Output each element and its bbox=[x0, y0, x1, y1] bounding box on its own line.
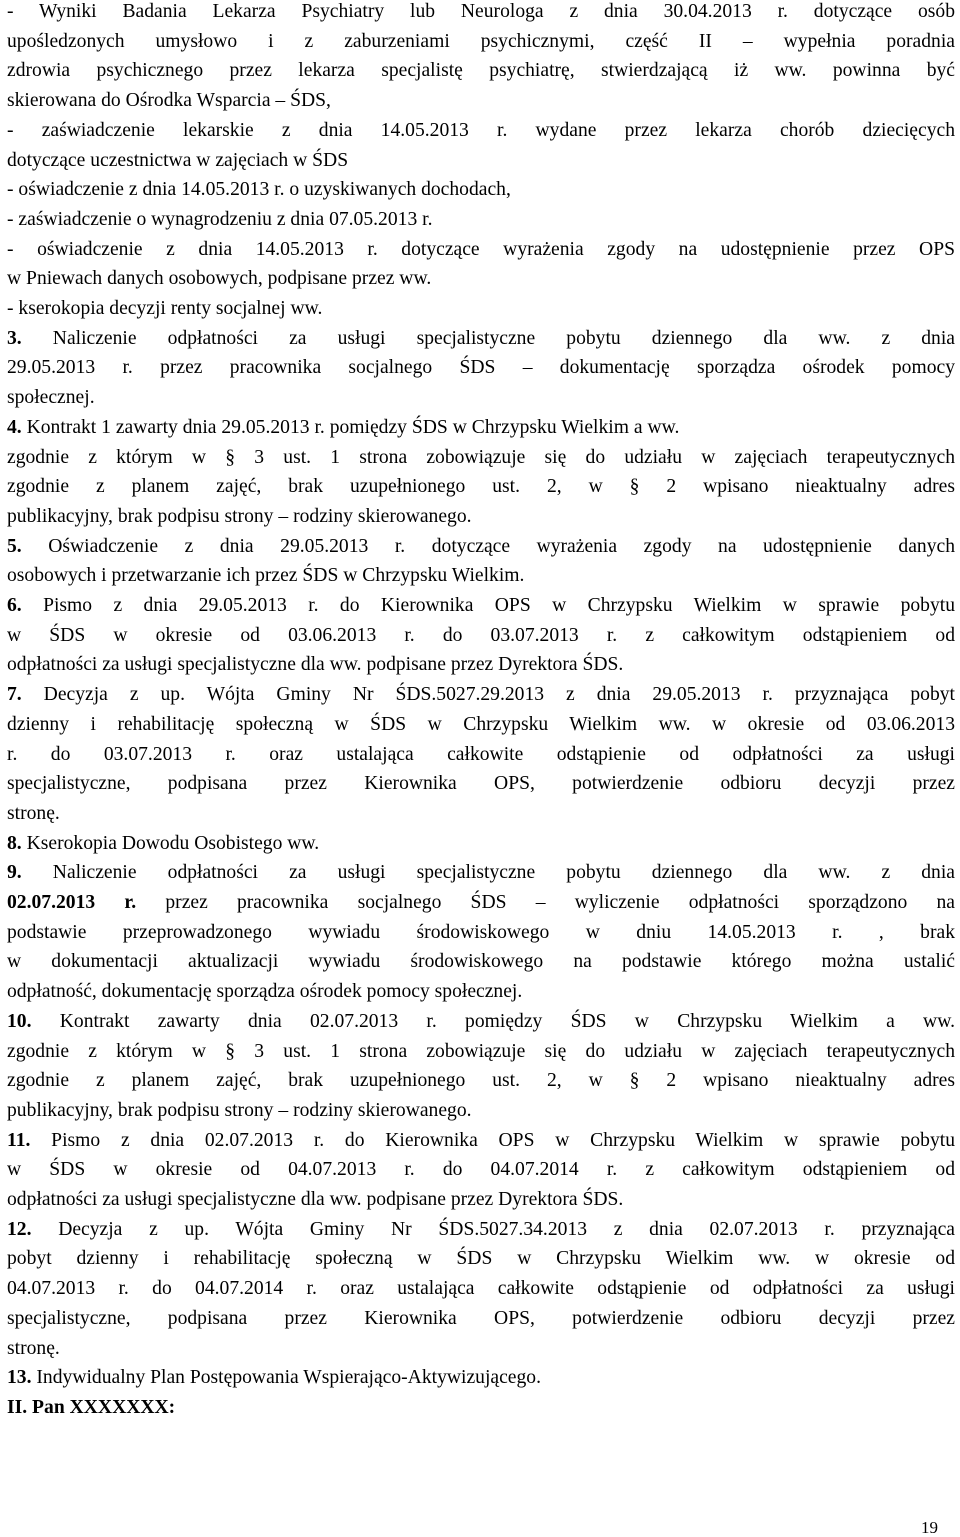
line-text: - zaświadczenie o wynagrodzeniu z dnia 07.05.2013 r. bbox=[7, 208, 433, 230]
text-line bbox=[7, 209, 955, 231]
line-text: Naliczenie odpłatności za usługi specjalistyczne pobytu dziennego dla ww. z dnia bbox=[21, 862, 955, 884]
line-text: zgodnie z planem zajęć, brak uzupełnionego ust. 2, w § 2 wpisano nieaktualny adres bbox=[7, 1070, 955, 1092]
text-line bbox=[7, 150, 955, 172]
page-number: 19 bbox=[921, 1518, 938, 1537]
text-line bbox=[7, 744, 955, 766]
line-text: 29.05.2013 r. przez pracownika socjalnego ŚDS – dokumentację sporządza ośrodek pomocy bbox=[7, 357, 955, 379]
line-text: Pan XXXXXXX: bbox=[27, 1396, 176, 1418]
item-number: 6. bbox=[7, 595, 22, 616]
item-number: 3. bbox=[7, 327, 22, 349]
text-line bbox=[7, 31, 955, 53]
item-number: 5. bbox=[7, 535, 22, 557]
line-text: stronę. bbox=[7, 1337, 60, 1359]
text-line bbox=[7, 922, 955, 944]
text-line bbox=[7, 1248, 955, 1270]
text-line bbox=[7, 90, 955, 112]
text-line bbox=[7, 773, 955, 795]
line-text: Naliczenie odpłatności za usługi specjalistyczne pobytu dziennego dla ww. z dnia bbox=[21, 327, 955, 349]
text-line bbox=[7, 1, 955, 23]
line-text: Pismo z dnia 02.07.2013 r. do Kierownika OPS w Chrzypsku Wielkim w sprawie pobytu bbox=[30, 1129, 955, 1151]
text-line bbox=[7, 833, 955, 855]
text-line bbox=[7, 684, 955, 706]
line-text: specjalistyczne, podpisana przez Kierownika OPS, potwierdzenie odbioru decyzji przez bbox=[7, 773, 955, 795]
line-text: w ŚDS w okresie od 03.06.2013 r. do 03.07.2013 r. z całkowitym odstąpieniem od bbox=[7, 624, 955, 646]
text-line bbox=[7, 1278, 955, 1300]
item-number: 12. bbox=[7, 1218, 32, 1240]
line-text: dzienny i rehabilitację społeczną w ŚDS w Chrzypsku Wielkim ww. w okresie od 03.06.2013 bbox=[7, 713, 955, 735]
line-text: zdrowia psychicznego przez lekarza specjalistę psychiatrę, stwierdzającą iż ww. powinna być bbox=[7, 60, 955, 82]
item-number: 7. bbox=[7, 684, 22, 706]
line-text: Indywidualny Plan Postępowania Wspierająco-Aktywizującego. bbox=[31, 1367, 541, 1389]
text-line bbox=[7, 1159, 955, 1181]
line-text: - kserokopia decyzji renty socjalnej ww. bbox=[7, 298, 323, 319]
text-line bbox=[7, 506, 955, 528]
text-line bbox=[7, 1189, 955, 1211]
text-line bbox=[7, 1308, 955, 1330]
text-line bbox=[7, 298, 955, 320]
text-line bbox=[7, 1219, 955, 1241]
line-text: r. do 03.07.2013 r. oraz ustalająca całkowite odstąpienie od odpłatności za usługi bbox=[7, 743, 955, 765]
item-number: 8. bbox=[7, 832, 22, 854]
line-text: odpłatność, dokumentację sporządza ośrodek pomocy społecznej. bbox=[7, 981, 523, 1003]
line-text: odpłatności za usługi specjalistyczne dla ww. podpisane przez Dyrektora ŚDS. bbox=[7, 654, 624, 676]
item-number: 13. bbox=[7, 1367, 32, 1389]
line-text: zgodnie z którym w § 3 ust. 1 strona zobowiązuje się do udziału w zajęciach terapeutycznych bbox=[7, 1040, 955, 1062]
text-line bbox=[7, 625, 955, 647]
text-line bbox=[7, 1397, 955, 1419]
text-line bbox=[7, 1011, 955, 1033]
text-line bbox=[7, 951, 955, 973]
text-line bbox=[7, 179, 955, 201]
line-text: upośledzonych umysłowo i z zaburzeniami psychicznymi, część II – wypełnia poradnia bbox=[7, 30, 955, 52]
text-line bbox=[7, 1367, 955, 1389]
line-text: Kserokopia Dowodu Osobistego ww. bbox=[21, 832, 320, 854]
text-line bbox=[7, 1338, 955, 1360]
item-number: 4. bbox=[7, 416, 22, 438]
item-number: 10. bbox=[7, 1010, 32, 1032]
line-text: Oświadczenie z dnia 29.05.2013 r. dotyczące wyrażenia zgody na udostępnienie danych bbox=[21, 535, 955, 557]
line-text: Decyzja z up. Wójta Gminy Nr ŚDS.5027.29.2013 z dnia 29.05.2013 r. przyznająca pobyt bbox=[21, 684, 955, 706]
text-line bbox=[7, 120, 955, 142]
line-text: - oświadczenie z dnia 14.05.2013 r. dotyczące wyrażenia zgody na udostępnienie przez OPS bbox=[7, 238, 955, 260]
line-text: podstawie przeprowadzonego wywiadu środowiskowego w dniu 14.05.2013 r. , brak bbox=[7, 921, 955, 943]
line-text: - oświadczenie z dnia 14.05.2013 r. o uzyskiwanych dochodach, bbox=[7, 179, 511, 201]
line-text: - zaświadczenie lekarskie z dnia 14.05.2013 r. wydane przez lekarza chorób dziecięcych bbox=[7, 119, 955, 141]
text-line bbox=[7, 476, 955, 498]
line-text: publikacyjny, brak podpisu strony – rodziny skierowanego. bbox=[7, 505, 472, 527]
text-line bbox=[7, 328, 955, 350]
text-line bbox=[7, 536, 955, 558]
line-text: 04.07.2013 r. do 04.07.2014 r. oraz ustalająca całkowite odstąpienie od odpłatności za usługi bbox=[7, 1278, 955, 1300]
text-line bbox=[7, 714, 955, 736]
text-line bbox=[7, 654, 955, 676]
line-text: Kontrakt zawarty dnia 02.07.2013 r. pomiędzy ŚDS w Chrzypsku Wielkim a ww. bbox=[31, 1010, 955, 1032]
line-text: skierowana do Ośrodka Wsparcia – ŚDS, bbox=[7, 90, 331, 112]
line-text: w ŚDS w okresie od 04.07.2013 r. do 04.07.2014 r. z całkowitym odstąpieniem od bbox=[7, 1159, 955, 1181]
item-number: II. bbox=[7, 1396, 28, 1418]
text-line bbox=[7, 803, 955, 825]
text-line bbox=[7, 1100, 955, 1122]
text-line bbox=[7, 60, 955, 82]
line-text: zgodnie z planem zajęć, brak uzupełnionego ust. 2, w § 2 wpisano nieaktualny adres bbox=[7, 476, 955, 498]
text-line bbox=[7, 565, 955, 587]
text-line bbox=[7, 595, 955, 617]
item-number: 9. bbox=[7, 862, 22, 884]
line-text: osobowych i przetwarzanie ich przez ŚDS w Chrzypsku Wielkim. bbox=[7, 565, 525, 587]
text-line bbox=[7, 1070, 955, 1092]
text-line bbox=[7, 417, 955, 439]
text-line bbox=[7, 357, 955, 379]
line-text: w dokumentacji aktualizacji wywiadu środowiskowego na podstawie którego można ustalić bbox=[7, 951, 955, 973]
bold-date: 02.07.2013 r. bbox=[7, 892, 137, 913]
line-text: publikacyjny, brak podpisu strony – rodziny skierowanego. bbox=[7, 1099, 472, 1121]
line-text: Kontrakt 1 zawarty dnia 29.05.2013 r. pomiędzy ŚDS w Chrzypsku Wielkim a ww. bbox=[21, 416, 680, 438]
line-text: pobyt dzienny i rehabilitację społeczną w ŚDS w Chrzypsku Wielkim ww. w okresie od bbox=[7, 1248, 955, 1270]
text-line bbox=[7, 387, 955, 409]
text-line bbox=[7, 268, 955, 290]
line-text: specjalistyczne, podpisana przez Kierownika OPS, potwierdzenie odbioru decyzji przez bbox=[7, 1307, 955, 1329]
text-line bbox=[7, 1130, 955, 1152]
line-text: w Pniewach danych osobowych, podpisane przez ww. bbox=[7, 268, 432, 290]
text-line bbox=[7, 447, 955, 469]
text-line bbox=[7, 981, 955, 1003]
line-text: przez pracownika socjalnego ŚDS – wyliczenie odpłatności sporządzono na bbox=[136, 892, 955, 913]
line-text: odpłatności za usługi specjalistyczne dla ww. podpisane przez Dyrektora ŚDS. bbox=[7, 1189, 624, 1210]
text-line bbox=[7, 892, 955, 914]
line-text: Pismo z dnia 29.05.2013 r. do Kierownika OPS w Chrzypsku Wielkim w sprawie pobytu bbox=[21, 595, 955, 616]
item-number: 11. bbox=[7, 1129, 31, 1151]
line-text: zgodnie z którym w § 3 ust. 1 strona zobowiązuje się do udziału w zajęciach terapeutycznych bbox=[7, 446, 955, 468]
text-line bbox=[7, 862, 955, 884]
line-text: społecznej. bbox=[7, 387, 95, 409]
text-line bbox=[7, 1041, 955, 1063]
line-text: dotyczące uczestnictwa w zajęciach w ŚDS bbox=[7, 149, 349, 171]
line-text: - Wyniki Badania Lekarza Psychiatry lub Neurologa z dnia 30.04.2013 r. dotyczące osób bbox=[7, 1, 955, 22]
text-line bbox=[7, 239, 955, 261]
line-text: stronę. bbox=[7, 802, 60, 824]
line-text: Decyzja z up. Wójta Gminy Nr ŚDS.5027.34.2013 z dnia 02.07.2013 r. przyznająca bbox=[31, 1218, 955, 1240]
